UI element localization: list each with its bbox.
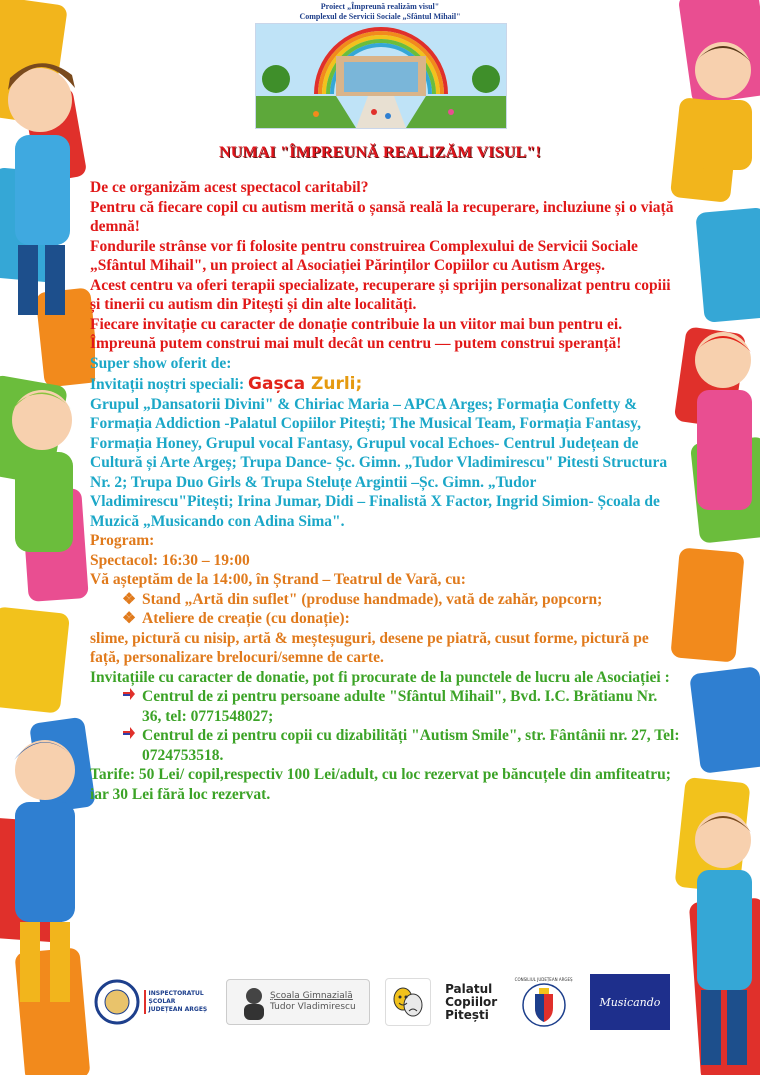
palatul-copiilor-logo: Palatul Copiilor Pitești xyxy=(445,981,498,1022)
isj-emblem-icon xyxy=(94,979,140,1025)
banner-image xyxy=(255,23,507,129)
complex-line: Complexul de Servicii Sociale „Sfântul Mihail" xyxy=(299,12,461,21)
program-label: Program: xyxy=(90,532,155,549)
ticket-prices: Tarife: 50 Lei/ copil,respectiv 100 Lei/adult, cu loc rezervat pe băncuțele din amfiteatru; iar 30 Lei fără loc rezervat. xyxy=(90,766,671,803)
school-logo: Școala Gimnazială Tudor Vladimirescu xyxy=(226,979,370,1025)
program-welcome: Vă așteptăm de la 14:00, în Ștrand – Teatrul de Vară, cu: xyxy=(90,571,466,588)
kid-illustration-left-top xyxy=(0,40,90,340)
program-item: ❖ Stand „Artă din suflet" (produse handmade), vată de zahăr, popcorn; xyxy=(90,590,680,610)
special-guests-line xyxy=(90,375,680,395)
show-offered-by: Super show oferit de: xyxy=(90,354,232,372)
special-guest-name: Gașca Zurli; xyxy=(248,374,363,394)
school-portrait-icon xyxy=(241,984,267,1020)
kid-illustration-left-bottom xyxy=(0,720,90,1020)
musicando-logo: Musicando xyxy=(590,974,670,1030)
star-bullet-icon: ❖ xyxy=(122,590,136,608)
project-line: Proiect „Împreună realizăm visul" xyxy=(320,2,440,11)
arrow-bullet-icon xyxy=(90,726,142,765)
ticket-location: Centrul de zi pentru persoane adulte "Sfântul Mihail", Bvd. I.C. Brătianu Nr. 36, tel: 0771548027; xyxy=(90,687,680,726)
page-title: NUMAI "ÎMPREUNĂ REALIZĂM VISUL"! xyxy=(218,144,542,161)
intro-paragraph: Acest centru va oferi terapii specializate, recuperare și sprijin personalizat pentru copiii și tinerii cu autism din Pitești și din alte localități. xyxy=(90,276,671,313)
kid-illustration-right-mid xyxy=(675,320,760,540)
star-bullet-icon: ❖ xyxy=(122,610,136,627)
intro-question: De ce organizăm acest spectacol caritabil? xyxy=(90,179,369,196)
intro-paragraph: Fiecare invitație cu caracter de donație contribuie la un viitor mai bun pentru ei. xyxy=(90,315,623,333)
tickets-intro: Invitațiile cu caracter de donatie, pot fi procurate de la punctele de lucru ale Asociației : xyxy=(90,668,670,686)
program-item: ❖ Ateliere de creație (cu donație): xyxy=(90,609,680,629)
isj-logo: INSPECTORATUL ȘCOLAR JUDEȚEAN ARGEȘ xyxy=(90,979,212,1025)
intro-paragraph: Pentru că fiecare copil cu autism merită o șansă reală la recuperare, incluziune și o viață demnă! xyxy=(90,198,674,235)
main-content xyxy=(90,178,680,804)
performers-list: Grupul „Dansatorii Divini" & Chiriac Maria – APCA Arges; Formația Confetty & Formația Addiction -Palatul Copiilor Pitești; The Musical Team, Formația Fantasy, Formația Honey, Grupul vocal Fantasy, Grupul vocal Echoes- Centrul Județean de Cultură și Arte Argeș; Trupa Dance- Șc. Gimn. „Tudor Vladimirescu" Pitesti Structura Nr. 2; Trupa Duo Girls & Trupa Steluțe Argintii –Șc. Gimn. „Tudor Vladimirescu"Pitești; Irina Jumar, Didi – Finalistă X Factor, Ingrid Simion- Școala de Muzică „Musicando con Adina Sima". xyxy=(90,395,668,530)
arrow-bullet-icon xyxy=(90,687,142,726)
theatre-masks-logo xyxy=(385,978,431,1026)
special-guests-label: Invitații noștri speciali: xyxy=(90,376,245,393)
intro-paragraph: Fondurile strânse vor fi folosite pentru construirea Complexului de Servicii Sociale „Sfântul Mihail", un proiect al Asociației Părinților Copiilor cu Autism Argeș. xyxy=(90,237,638,274)
theatre-masks-icon xyxy=(391,985,425,1019)
partner-logos xyxy=(90,970,670,1034)
county-council-logo: CONSILIUL JUDEȚEAN ARGEȘ xyxy=(512,977,576,1028)
workshops-list: slime, pictură cu nisip, artă & meșteșuguri, desene pe piatră, cusut forme, pictură pe față, personalizare brelocuri/semne de carte. xyxy=(90,629,649,666)
kid-illustration-right-bottom xyxy=(675,800,760,1070)
header xyxy=(0,0,760,22)
kid-illustration-left-mid xyxy=(0,380,90,590)
ticket-location: Centrul de zi pentru copii cu dizabilități "Autism Smile", str. Fântânii nr. 27, Tel: 0724753518. xyxy=(90,726,680,765)
intro-paragraph: Împreună putem construi mai mult decât un centru — putem construi speranță! xyxy=(90,335,622,352)
program-time: Spectacol: 16:30 – 19:00 xyxy=(90,551,250,569)
county-crest-icon xyxy=(521,982,567,1028)
